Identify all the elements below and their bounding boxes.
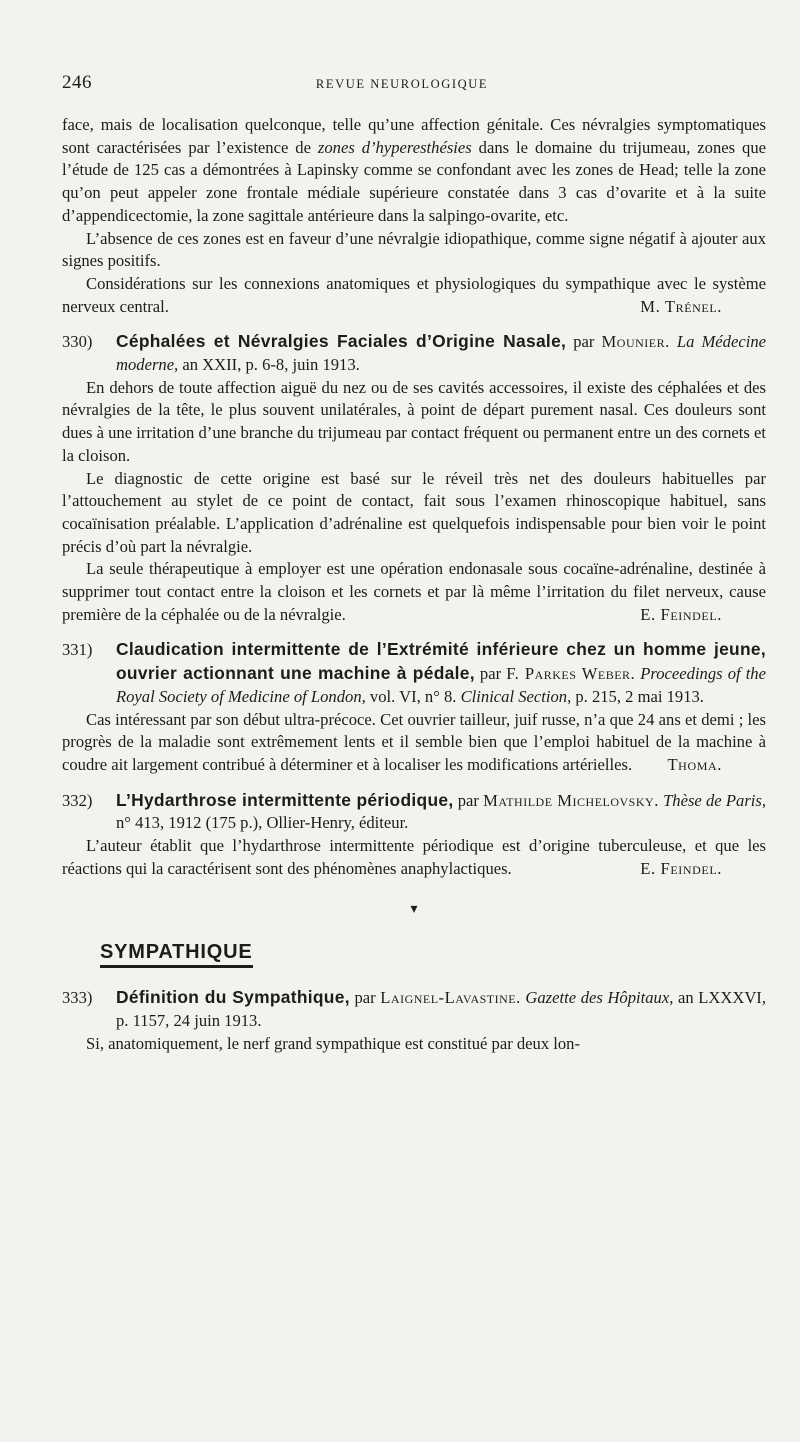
entry-number: 330) (62, 332, 93, 352)
continuation-paragraph-2: L’absence de ces zones est en faveur d’une névralgie idiopathique, comme signe négatif à ajouter aux signes positifs. (62, 228, 766, 271)
section-title: SYMPATHIQUE (100, 941, 253, 969)
signature: E. Feindel. (640, 858, 722, 878)
entry-author: Mounier. (601, 332, 670, 352)
signature: M. Trénel. (640, 296, 722, 316)
entry-heading: 331) Claudication intermittente de l’Extrémité inférieure chez un homme jeune, ouvrier actionnant une machine à pédale, par F. Parkes Weber. Proceedings of the Royal Society of Medicine of London, vol. VI, n° 8. Clinical Section, p. 215, 2 mai 1913. (62, 639, 766, 706)
entry-paragraph: L’auteur établit que l’hydarthrose intermittente périodique est d’origine tuberculeuse, et que les réactions qui la caractérisent sont des phénomènes anaphylactiques. E. Feindel. (62, 835, 766, 880)
entry-number: 331) (62, 640, 93, 660)
entry-number: 333) (62, 988, 93, 1008)
page-body (62, 114, 766, 1055)
entry-paragraph: En dehors de toute affection aiguë du nez ou de ses cavités accessoires, il existe des céphalées et des névralgies de la tête, le plus souvent unilatérales, à point de départ purement nasal. Ces douleurs sont dues à une irritation d’une branche du trijumeau par contact fréquent ou permanent entre un des cornets et la cloison. (62, 377, 766, 465)
entry-paragraph: Cas intéressant par son début ultra-précoce. Cet ouvrier tailleur, juif russe, n’a que 24 ans et demi ; les progrès de la maladie sont extrêmement lents et il semble bien que l’emploi habituel de la machine à coudre ait largement contribué à déterminer et à localiser les modifications artérielles. Thoma. (62, 709, 766, 777)
page-number: 246 (62, 72, 92, 93)
entry-paragraph: Le diagnostic de cette origine est basé sur le réveil très net des douleurs habituelles par l’attouchement au stylet de ce point de contact, fait sous l’examen rhinoscopique habituel, sans cocaïnisation préalable. L’application d’adrénaline est quelquefois indispensable pour bien voir le point précis d’où part la névralgie. (62, 468, 766, 556)
review-entry-330 (62, 330, 766, 626)
entry-author: F. Parkes Weber. (506, 664, 636, 684)
entry-heading: 330) Céphalées et Névralgies Faciales d’Origine Nasale, par Mounier. La Médecine moderne, an XXII, p. 6-8, juin 1913. (62, 331, 766, 375)
entry-source: La Médecine moderne, (116, 332, 766, 375)
entry-source: Thèse de Paris, (663, 790, 767, 810)
entry-number: 332) (62, 790, 93, 810)
entry-author: Mathilde Michelovsky. (483, 790, 659, 810)
entry-source-section: Clinical Section, (460, 686, 572, 706)
review-entry-333 (62, 986, 766, 1055)
entry-heading: 333) Définition du Sympathique, par Laignel-Lavastine. Gazette des Hôpitaux, an LXXXVI, p. 1157, 24 juin 1913. (62, 987, 766, 1030)
page-header (62, 72, 742, 98)
entry-source: Proceedings of the Royal Society of Medicine of London, (116, 664, 766, 706)
entry-heading: 332) L’Hydarthrose intermittente périodique, par Mathilde Michelovsky. Thèse de Paris, n° 413, 1912 (175 p.), Ollier-Henry, éditeur. (62, 789, 767, 833)
entry-author: Laignel-Lavastine. (380, 988, 521, 1008)
emphasis-text: zones d’hyperesthésies (317, 137, 472, 157)
entry-source: Gazette des Hôpitaux, (525, 988, 674, 1008)
entry-title: Définition du Sympathique, (116, 987, 350, 1008)
running-title: REVUE NEUROLOGIQUE (315, 77, 489, 91)
entry-title: Céphalées et Névralgies Faciales d’Origine Nasale, (116, 331, 567, 352)
entry-paragraph: Si, anatomiquement, le nerf grand sympathique est constitué par deux lon- (86, 1033, 580, 1053)
signature: Thoma. (667, 754, 722, 774)
continuation-paragraph-3: Considérations sur les connexions anatomiques et physiologiques du sympathique avec le système nerveux central. M. Trénel. (62, 273, 766, 318)
review-entry-331 (62, 638, 766, 776)
entry-title: L’Hydarthrose intermittente périodique, (116, 789, 454, 810)
entry-title: Claudication intermittente de l’Extrémité inférieure chez un homme jeune, ouvrier actionnant une machine à pédale, (116, 639, 766, 684)
review-entry-332 (62, 789, 766, 881)
ornament-mark: ▾ (410, 901, 418, 917)
continuation-paragraph-1: face, mais de localisation quelconque, telle qu’une affection génitale. Ces névralgies symptomatiques sont caractérisées par l’existence de zones d’hyperesthésies dans le domaine du trijumeau, zones que l’étude de 125 cas a démontrées à Lapinsky comme se confondant avec les zones de Head; telle la zone qu’on peut appeler zone frontale médiale supérieure constatée dans 3 cas d’ovarite et à la suite d’appendicectomie, la zone sagittale antérieure dans la salpingo-ovarite, etc. (62, 115, 767, 225)
entry-paragraph: La seule thérapeutique à employer est une opération endonasale sous cocaïne-adrénaline, destinée à supprimer tout contact entre la cloison et les cornets et par là même l’irritation du filet nerveux, cause première de la céphalée ou de la névralgie. E. Feindel. (62, 558, 766, 626)
signature: E. Feindel. (640, 604, 722, 624)
